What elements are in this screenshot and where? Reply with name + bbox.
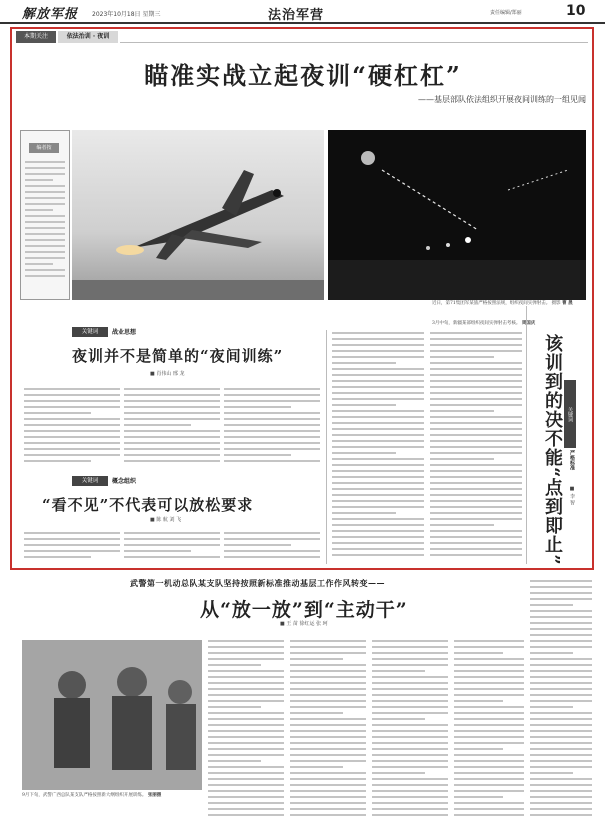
- bottom-title: 从“放一放”到“主动干”: [200, 599, 408, 621]
- bottom-photo-credit: 张丽摄: [147, 793, 162, 798]
- photo-credit-label: 摄影: [551, 301, 561, 306]
- photo-caption-2-text: 3月中旬，新疆某部组织夜间实弹射击考核。: [432, 321, 521, 326]
- article1-tag-sub: 战业思想: [112, 329, 137, 336]
- article1-col1: [24, 388, 120, 466]
- photo-credit-name: 曹 晟: [562, 301, 573, 306]
- bottom-photo-caption-text: 9月下旬，武警广西总队某支队严格按照新大纲组织开展训练。: [22, 793, 147, 798]
- feature-tag-primary: 本期关注: [16, 31, 56, 43]
- editor-note-text: [25, 161, 65, 291]
- column-divider: [326, 330, 327, 564]
- soldiers-photo: [22, 640, 202, 790]
- article2-byline: ■ 陈 航 刘 飞: [150, 517, 182, 523]
- bottom-col4: [454, 640, 524, 820]
- article3-tag-sub: 严格标准: [569, 450, 575, 470]
- soldiers-illustration: [22, 640, 202, 790]
- fighter-jet-illustration: [72, 130, 324, 300]
- article3-title: 该训到的决不能“点到即止”: [542, 334, 563, 566]
- article2-tag-sub: 概念组织: [112, 478, 137, 485]
- bottom-col2: [290, 640, 366, 820]
- article2-col1: [24, 532, 120, 564]
- article1-byline: ■ 肖伟山 邢 龙: [150, 371, 185, 377]
- feature-tag-secondary: 依法治训 · 夜训: [58, 31, 118, 43]
- feature-headline: 瞄准实战立起夜训“硬杠杠”: [144, 61, 462, 90]
- fighter-jet-photo: [72, 130, 324, 300]
- feature-subheadline: ——基层部队依法组织开展夜间训练的一组见闻: [418, 95, 586, 104]
- editor-credit: 责任编辑/郑丽: [490, 10, 522, 16]
- article1-title: 夜训并不是简单的“夜间训练”: [72, 347, 284, 365]
- article1-col3: [224, 388, 320, 466]
- photo-caption-text: 近日，第71集团军某旅严格按照法规，组织夜间实弹射击。: [432, 301, 551, 306]
- article2-col3: [224, 532, 320, 564]
- bottom-col1: [208, 640, 284, 820]
- page-number: 10: [566, 3, 586, 19]
- night-firing-illustration: [328, 130, 586, 300]
- middle-col1: [332, 332, 424, 564]
- bottom-byline: ■ 王 苗 徐红运 张 珂: [280, 621, 328, 627]
- bottom-kicker: 武警第一机动总队某支队坚持按照新标准推动基层工作作风转变——: [130, 578, 385, 588]
- article3-tag: 关键词: [564, 380, 576, 448]
- bottom-photo-caption: [22, 792, 202, 814]
- photo-credit-name-2: 周国庆: [521, 321, 536, 326]
- article2-col2: [124, 532, 220, 564]
- column-divider-right: [526, 306, 527, 564]
- section-title: 法治军营: [268, 8, 325, 23]
- middle-col2: [430, 332, 522, 564]
- article1-tag: 关键词: [72, 327, 108, 337]
- night-firing-photo: [328, 130, 586, 300]
- editor-note-box: [20, 130, 70, 300]
- article2-title: “看不见”不代表可以放松要求: [42, 496, 254, 514]
- editor-note-label: 编者按: [29, 143, 59, 153]
- issue-date: 2023年10月18日 星期三: [92, 11, 161, 18]
- article3-byline: ■ 李 智: [569, 486, 575, 506]
- article1-col2: [124, 388, 220, 466]
- newspaper-logo: 解放军报: [22, 7, 79, 22]
- tag-divider: [120, 42, 588, 43]
- article2-tag: 关键词: [72, 476, 108, 486]
- bottom-col3: [372, 640, 448, 820]
- bottom-col5: [530, 580, 592, 820]
- photo-caption: [432, 300, 584, 318]
